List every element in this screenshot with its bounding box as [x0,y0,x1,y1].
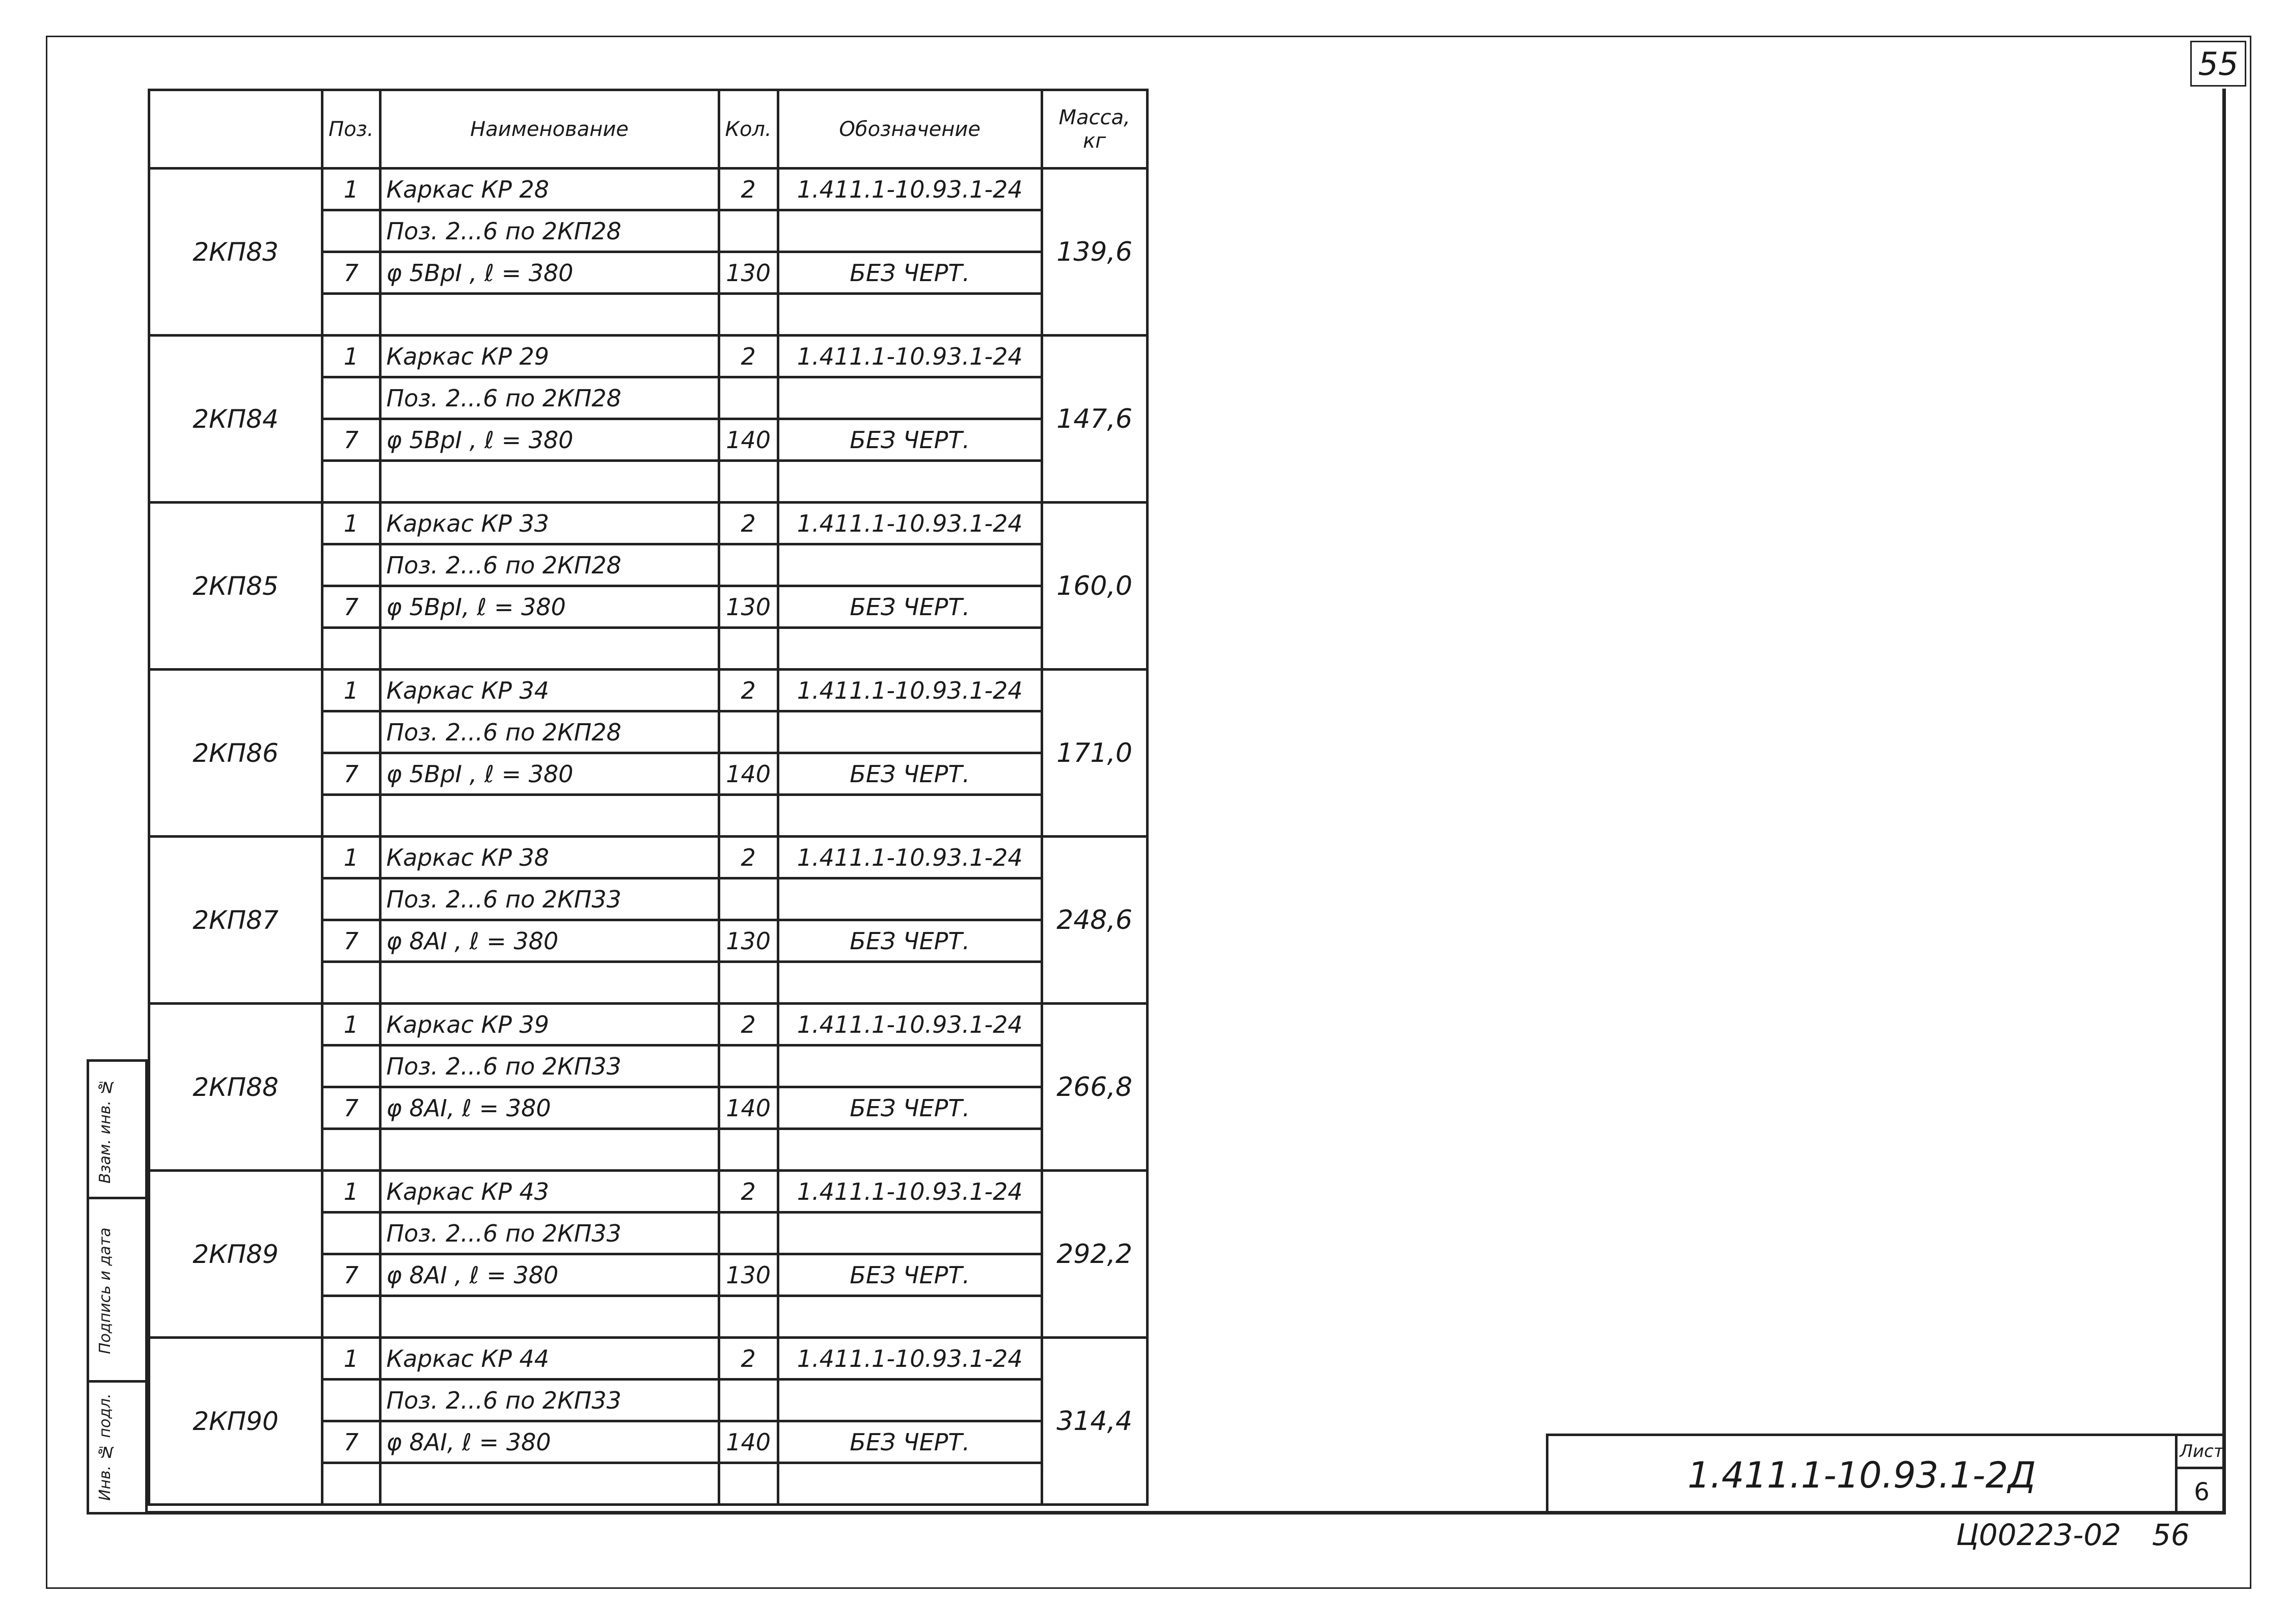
position-cell: 7 [322,586,380,628]
quantity-cell [719,878,778,920]
quantity-cell [719,1296,778,1338]
position-cell: 1 [322,1004,380,1045]
designation-cell [778,461,1042,503]
position-cell: 7 [322,1087,380,1129]
item-mark: 2КП84 [149,336,322,503]
mass-cell: 266,8 [1042,1004,1147,1171]
quantity-cell: 140 [719,753,778,795]
item-mark: 2КП90 [149,1338,322,1505]
mass-cell: 160,0 [1042,503,1147,670]
name-cell [380,1463,719,1505]
name-cell [380,628,719,670]
position-cell [322,1213,380,1254]
position-cell: 7 [322,419,380,461]
name-cell: Поз. 2...6 по 2КП28 [380,377,719,419]
quantity-cell: 130 [719,1254,778,1296]
table-header-row [149,90,1148,169]
designation-cell: БЕЗ ЧЕРТ. [778,1421,1042,1463]
quantity-cell: 2 [719,1338,778,1380]
quantity-cell: 140 [719,1421,778,1463]
side-cell-replacement [89,1062,145,1199]
designation-cell [778,1129,1042,1171]
document-code: 1.411.1-10.93.1-2Д [1687,1454,2036,1496]
position-cell [322,210,380,252]
quantity-cell [719,1380,778,1421]
position-cell: 1 [322,336,380,377]
mass-cell: 248,6 [1042,837,1147,1004]
position-cell [322,628,380,670]
name-cell: Каркас КР 29 [380,336,719,377]
mass-cell: 139,6 [1042,169,1147,336]
position-cell: 7 [322,753,380,795]
mass-cell: 171,0 [1042,670,1147,837]
side-cell-inventory [89,1383,145,1512]
designation-cell [778,962,1042,1004]
name-cell [380,1129,719,1171]
name-cell: φ 8АI , ℓ = 380 [380,920,719,962]
position-cell [322,1296,380,1338]
quantity-cell: 140 [719,419,778,461]
designation-cell: 1.411.1-10.93.1-24 [778,1338,1042,1380]
designation-cell [778,878,1042,920]
mass-cell: 147,6 [1042,336,1147,503]
quantity-cell [719,628,778,670]
archive-number: 56 [2152,1518,2190,1552]
sheet-label: Лист [2178,1436,2226,1469]
title-block [1546,1434,2226,1515]
designation-cell: 1.411.1-10.93.1-24 [778,1004,1042,1045]
designation-cell [778,210,1042,252]
position-cell [322,1380,380,1421]
name-cell: Поз. 2...6 по 2КП28 [380,544,719,586]
position-cell: 1 [322,837,380,878]
table-row [149,1171,1148,1213]
header-mass: Масса, кг [1042,90,1147,169]
position-cell [322,962,380,1004]
position-cell [322,461,380,503]
quantity-cell [719,294,778,336]
designation-cell [778,1380,1042,1421]
position-cell: 7 [322,920,380,962]
designation-cell: 1.411.1-10.93.1-24 [778,503,1042,544]
table-row [149,1004,1148,1045]
designation-cell [778,544,1042,586]
header-designation: Обозначение [778,90,1042,169]
designation-cell: 1.411.1-10.93.1-24 [778,670,1042,711]
designation-cell [778,628,1042,670]
header-qty: Кол. [719,90,778,169]
item-mark: 2КП89 [149,1171,322,1338]
designation-cell: БЕЗ ЧЕРТ. [778,252,1042,294]
specification-body [149,169,1148,1505]
designation-cell: 1.411.1-10.93.1-24 [778,169,1042,210]
table-row [149,1338,1148,1380]
designation-cell: БЕЗ ЧЕРТ. [778,753,1042,795]
quantity-cell: 2 [719,670,778,711]
designation-cell: БЕЗ ЧЕРТ. [778,920,1042,962]
name-cell: Каркас КР 33 [380,503,719,544]
quantity-cell [719,1045,778,1087]
header-name: Наименование [380,90,719,169]
name-cell: Поз. 2...6 по 2КП28 [380,711,719,753]
position-cell [322,795,380,837]
quantity-cell [719,1129,778,1171]
name-cell: Каркас КР 44 [380,1338,719,1380]
designation-cell: БЕЗ ЧЕРТ. [778,586,1042,628]
designation-cell: 1.411.1-10.93.1-24 [778,336,1042,377]
item-mark: 2КП87 [149,837,322,1004]
position-cell: 1 [322,503,380,544]
mass-cell: 292,2 [1042,1171,1147,1338]
name-cell: Каркас КР 43 [380,1171,719,1213]
designation-cell: 1.411.1-10.93.1-24 [778,1171,1042,1213]
sheet-value: 6 [2194,1477,2210,1506]
name-cell: Поз. 2...6 по 2КП28 [380,210,719,252]
name-cell: φ 5ВрI , ℓ = 380 [380,252,719,294]
quantity-cell [719,1213,778,1254]
quantity-cell: 2 [719,169,778,210]
item-mark: 2КП88 [149,1004,322,1171]
quantity-cell: 2 [719,503,778,544]
quantity-cell: 2 [719,1171,778,1213]
position-cell: 1 [322,1338,380,1380]
quantity-cell: 130 [719,586,778,628]
designation-cell: БЕЗ ЧЕРТ. [778,1254,1042,1296]
designation-cell: БЕЗ ЧЕРТ. [778,419,1042,461]
side-approval-strip [87,1059,148,1515]
quantity-cell: 2 [719,837,778,878]
side-text-inventory: Инв. № подл. [96,1393,114,1501]
quantity-cell [719,461,778,503]
designation-cell: БЕЗ ЧЕРТ. [778,1087,1042,1129]
name-cell [380,294,719,336]
position-cell: 7 [322,1254,380,1296]
table-row [149,169,1148,210]
position-cell: 1 [322,169,380,210]
designation-cell [778,795,1042,837]
quantity-cell: 140 [719,1087,778,1129]
table-row [149,837,1148,878]
name-cell [380,461,719,503]
position-cell [322,1045,380,1087]
name-cell: Поз. 2...6 по 2КП33 [380,1380,719,1421]
position-cell [322,377,380,419]
item-mark: 2КП83 [149,169,322,336]
quantity-cell [719,795,778,837]
position-cell: 1 [322,1171,380,1213]
position-cell [322,1463,380,1505]
mass-cell: 314,4 [1042,1338,1147,1505]
name-cell: Поз. 2...6 по 2КП33 [380,878,719,920]
designation-cell [778,294,1042,336]
quantity-cell: 130 [719,920,778,962]
name-cell: φ 5ВрI, ℓ = 380 [380,586,719,628]
quantity-cell: 2 [719,336,778,377]
position-cell [322,878,380,920]
name-cell [380,1296,719,1338]
designation-cell [778,377,1042,419]
designation-cell: 1.411.1-10.93.1-24 [778,837,1042,878]
name-cell: φ 5ВрI , ℓ = 380 [380,419,719,461]
position-cell: 7 [322,1421,380,1463]
name-cell: Каркас КР 34 [380,670,719,711]
quantity-cell [719,544,778,586]
position-cell: 1 [322,670,380,711]
position-cell: 7 [322,252,380,294]
side-text-signature: Подпись и дата [96,1227,114,1355]
table-row [149,670,1148,711]
quantity-cell [719,1463,778,1505]
position-cell [322,544,380,586]
quantity-cell [719,377,778,419]
position-cell [322,711,380,753]
name-cell: Каркас КР 39 [380,1004,719,1045]
name-cell: φ 5ВрI , ℓ = 380 [380,753,719,795]
position-cell [322,1129,380,1171]
header-pos: Поз. [322,90,380,169]
specification-table [148,89,1149,1506]
name-cell: Поз. 2...6 по 2КП33 [380,1045,719,1087]
item-mark: 2КП85 [149,503,322,670]
name-cell [380,962,719,1004]
designation-cell [778,1296,1042,1338]
name-cell: Каркас КР 28 [380,169,719,210]
name-cell [380,795,719,837]
side-cell-signature [89,1199,145,1383]
position-cell [322,294,380,336]
side-text-replacement: Взам. инв. № [96,1078,114,1183]
name-cell: Каркас КР 38 [380,837,719,878]
archive-code: Ц00223-02 [1956,1518,2121,1552]
name-cell: φ 8АI, ℓ = 380 [380,1087,719,1129]
designation-cell [778,1045,1042,1087]
name-cell: Поз. 2...6 по 2КП33 [380,1213,719,1254]
quantity-cell [719,711,778,753]
quantity-cell [719,210,778,252]
table-row [149,336,1148,377]
table-row [149,503,1148,544]
quantity-cell [719,962,778,1004]
header-mark [149,90,322,169]
quantity-cell: 130 [719,252,778,294]
designation-cell [778,711,1042,753]
sheet-cell [2175,1436,2226,1515]
designation-cell [778,1213,1042,1254]
designation-cell [778,1463,1042,1505]
name-cell: φ 8АI, ℓ = 380 [380,1421,719,1463]
sheet-number-top: 55 [2190,41,2246,87]
item-mark: 2КП86 [149,670,322,837]
name-cell: φ 8АI , ℓ = 380 [380,1254,719,1296]
quantity-cell: 2 [719,1004,778,1045]
